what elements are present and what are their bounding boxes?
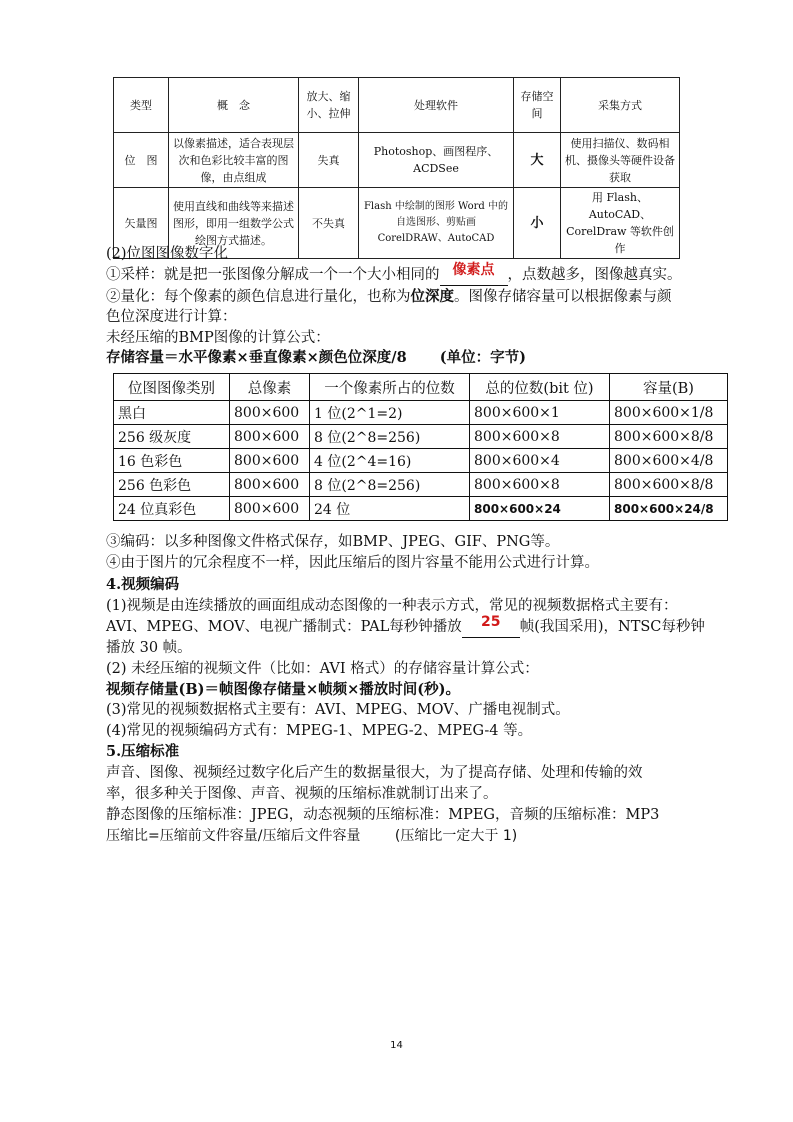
table-cell: 24 位	[310, 497, 470, 521]
table-cell: 以像素描述，适合表现层次和色彩比较丰富的图像，由点组成	[169, 133, 299, 188]
table-cell: Photoshop、画图程序、ACDSee	[359, 133, 514, 188]
table-row	[114, 449, 728, 473]
table-cell: 800×600×4/8	[610, 449, 728, 473]
table-row	[114, 401, 728, 425]
header-cell: 类型	[114, 78, 169, 133]
table-cell: 1 位(2^1=2)	[310, 401, 470, 425]
table-cell: 失真	[299, 133, 359, 188]
encoding-line: ③编码：以多种图像文件格式保存，如BMP、JPEG、GIF、PNG等。	[106, 534, 560, 550]
header-cell: 采集方式	[561, 78, 680, 133]
sampling-text: ①采样：就是把一张图像分解成一个一个大小相同的	[106, 267, 440, 283]
table-cell: 黑白	[114, 401, 230, 425]
table-cell: 800×600×4	[470, 449, 610, 473]
video-text: AVI、MPEG、MOV、电视广播制式：PAL每秒钟播放	[106, 619, 462, 635]
video-text: 帧(我国采用)，NTSC每秒钟	[519, 619, 705, 635]
table-header-row	[114, 374, 728, 401]
header-cell: 一个像素所占的位数	[310, 374, 470, 401]
table-cell: 256 级灰度	[114, 425, 230, 449]
quantization-line-2: 色位深度进行计算：	[106, 309, 237, 325]
handwritten-answer: 25	[480, 614, 501, 630]
header-cell: 概 念	[169, 78, 299, 133]
bitmap-vector-comparison-table	[113, 77, 680, 259]
header-cell: 存储空间	[514, 78, 561, 133]
compress-paragraph-line: 静态图像的压缩标准：JPEG，动态视频的压缩标准：MPEG，音频的压缩标准：MP3	[106, 807, 660, 823]
table-cell: 使用直线和曲线等来描述图形，即用一组数学公式绘图方式描述。	[169, 188, 299, 259]
table-cell: 800×600×24/8	[610, 497, 728, 521]
table-cell: Flash 中绘制的图形 Word 中的自选图形、剪贴画 CorelDRAW、AutoCAD	[359, 188, 514, 259]
compression-ratio-line	[106, 826, 517, 846]
header-cell: 总的位数(bit 位)	[470, 374, 610, 401]
fill-blank	[462, 614, 520, 638]
compress-paragraph-line: 率，很多种关于图像、声音、视频的压缩标准就制订出来了。	[106, 786, 498, 802]
bit-depth-term: 位深度	[410, 288, 454, 305]
formula-unit: (单位：字节)	[439, 349, 526, 366]
section-heading: (2)位图图像数字化	[106, 246, 229, 262]
formula-text: 存储容量＝水平像素×垂直像素×颜色位深度/8	[106, 349, 407, 366]
table-cell: 800×600	[230, 401, 310, 425]
table-cell: 16 色彩色	[114, 449, 230, 473]
table-cell: 使用扫描仪、数码相机、摄像头等硬件设备获取	[561, 133, 680, 188]
table-row	[114, 425, 728, 449]
bmp-intro: 未经压缩的BMP图像的计算公式：	[106, 330, 330, 346]
header-cell: 位图图像类别	[114, 374, 230, 401]
video-paragraph-line: (1)视频是由连续播放的画面组成动态图像的一种表示方式，常见的视频数据格式主要有：	[106, 598, 678, 614]
video-paragraph-line: (4)常见的视频编码方式有：MPEG-1、MPEG-2、MPEG-4 等。	[106, 723, 533, 739]
video-formula: 视频存储量(B)＝帧图像存储量×帧频×播放时间(秒)。	[106, 681, 460, 698]
header-cell: 处理软件	[359, 78, 514, 133]
table-row	[114, 133, 680, 188]
table-cell: 8 位(2^8=256)	[310, 425, 470, 449]
sampling-line	[106, 262, 682, 286]
compression-note-line: ④由于图片的冗余程度不一样，因此压缩后的图片容量不能用公式进行计算。	[106, 555, 599, 571]
video-paragraph-line	[106, 614, 705, 638]
table-cell: 800×600×8	[470, 425, 610, 449]
compress-paragraph-line: 声音、图像、视频经过数字化后产生的数据量很大，为了提高存储、处理和传输的效	[106, 765, 643, 781]
section-heading: 5.压缩标准	[106, 743, 180, 760]
header-cell: 容量(B)	[610, 374, 728, 401]
table-cell: 800×600×24	[470, 497, 610, 521]
section-heading: 4.视频编码	[106, 576, 180, 593]
table-cell: 24 位真彩色	[114, 497, 230, 521]
table-cell: 不失真	[299, 188, 359, 259]
table-row	[114, 473, 728, 497]
compression-ratio-note: (压缩比一定大于 1)	[394, 828, 518, 844]
table-cell: 8 位(2^8=256)	[310, 473, 470, 497]
table-cell: 800×600	[230, 449, 310, 473]
quantization-text: 。图像存储容量可以根据像素与颜	[454, 289, 672, 305]
page-number: 14	[390, 1040, 403, 1051]
quantization-line	[106, 287, 672, 307]
table-header-row	[114, 78, 680, 133]
fill-blank	[440, 262, 508, 286]
header-cell: 放大、缩小、拉伸	[299, 78, 359, 133]
bmp-formula	[106, 348, 526, 368]
quantization-text: ②量化：每个像素的颜色信息进行量化，也称为	[106, 289, 411, 305]
bitmap-capacity-table	[113, 373, 728, 521]
compression-ratio-formula: 压缩比=压缩前文件容量/压缩后文件容量	[106, 828, 361, 844]
table-cell: 用 Flash、AutoCAD、CorelDraw 等软件创作	[561, 188, 680, 259]
table-cell: 800×600×8/8	[610, 425, 728, 449]
table-cell: 800×600	[230, 497, 310, 521]
header-cell: 总像素	[230, 374, 310, 401]
table-cell: 800×600×8	[470, 473, 610, 497]
table-cell: 800×600×1	[470, 401, 610, 425]
table-cell: 256 色彩色	[114, 473, 230, 497]
table-cell: 800×600	[230, 473, 310, 497]
video-paragraph-line: (3)常见的视频数据格式主要有：AVI、MPEG、MOV、广播电视制式。	[106, 702, 570, 718]
video-paragraph-line: 播放 30 帧。	[106, 640, 192, 656]
table-row	[114, 497, 728, 521]
table-cell: 小	[514, 188, 561, 259]
table-cell: 800×600×8/8	[610, 473, 728, 497]
sampling-text: ，点数越多，图像越真实。	[507, 267, 682, 283]
table-cell: 大	[514, 133, 561, 188]
handwritten-answer: 像素点	[452, 262, 495, 278]
table-cell: 4 位(2^4=16)	[310, 449, 470, 473]
table-cell: 800×600×1/8	[610, 401, 728, 425]
table-cell: 位 图	[114, 133, 169, 188]
table-cell: 矢量图	[114, 188, 169, 259]
video-paragraph-line: (2) 未经压缩的视频文件（比如：AVI 格式）的存储容量计算公式：	[106, 661, 539, 677]
table-cell: 800×600	[230, 425, 310, 449]
